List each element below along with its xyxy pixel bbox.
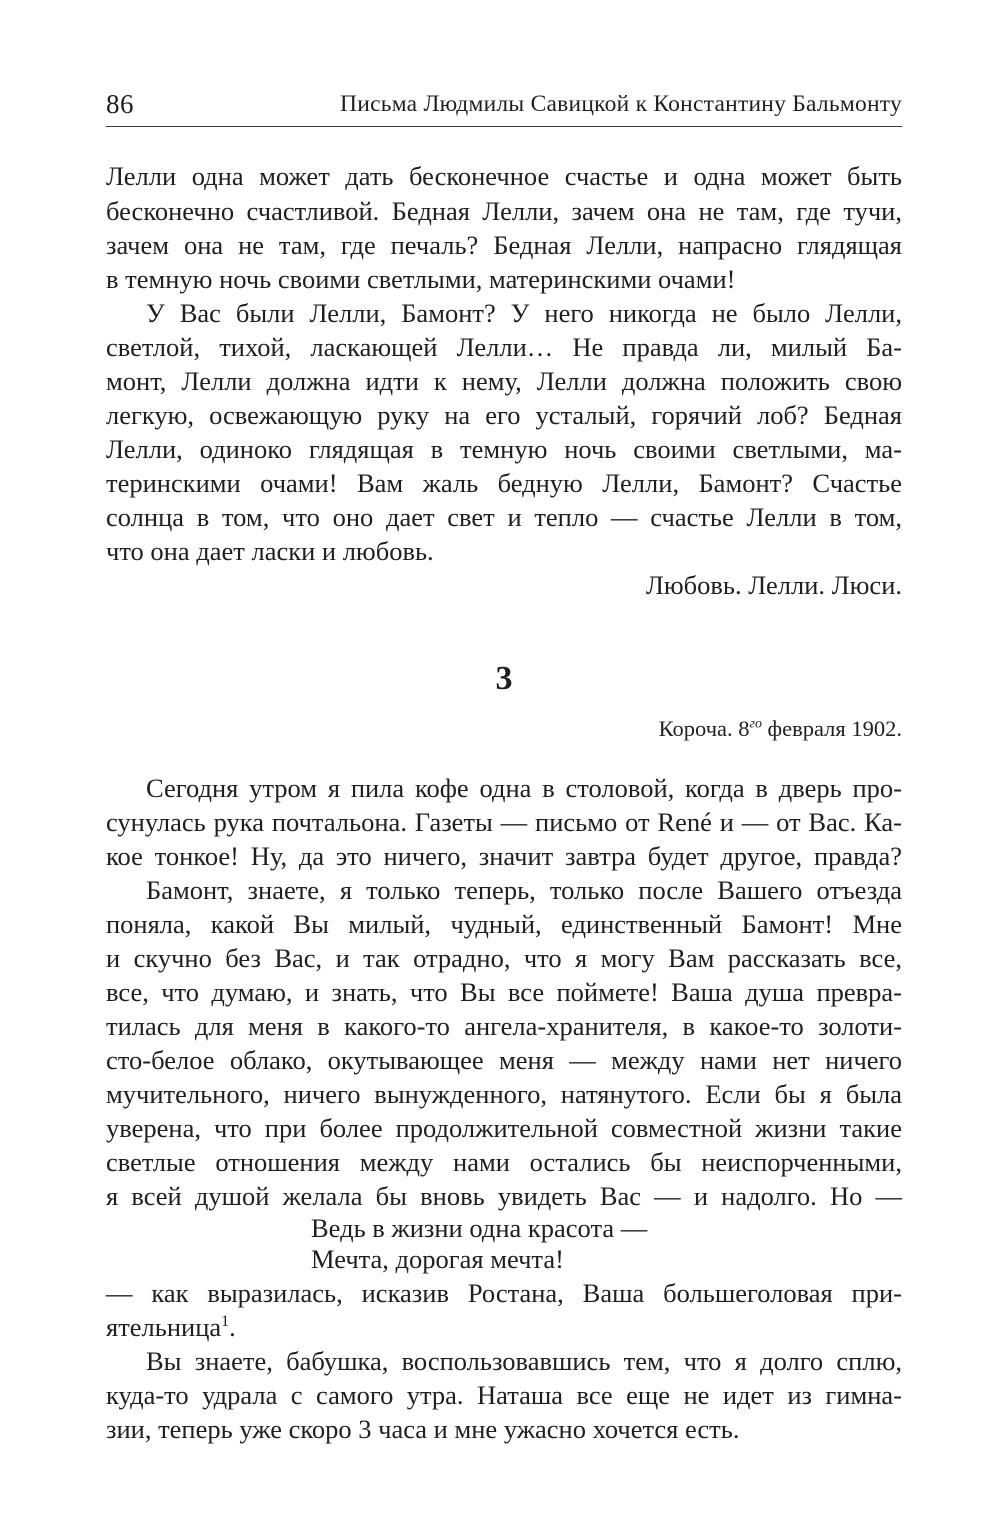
- page-header: [106, 84, 902, 127]
- text-line: солнца в том, что оно дает свет и тепло — счастье Лелли в том,: [106, 502, 902, 532]
- footnote-marker[interactable]: 1: [221, 1313, 230, 1331]
- text-line: все, что думаю, и знать, что Вы все поймете! Ваша душа превра-: [106, 977, 902, 1007]
- text-line: Бамонт, знаете, я только теперь, только после Вашего отъезда: [146, 875, 902, 905]
- text-line: зачем она не там, где печаль? Бедная Лелли, напрасно глядящая: [106, 230, 902, 260]
- text-line: сто-белое облако, окутывающее меня — между нами нет ничего: [106, 1045, 902, 1075]
- text-line: Сегодня утром я пила кофе одна в столовой, когда в дверь про-: [146, 773, 902, 803]
- text-fragment: ятельница: [106, 1312, 222, 1342]
- text-line: я всей душой желала бы вновь увидеть Вас — и надолго. Но —: [106, 1181, 902, 1211]
- text-line: поняла, какой Вы милый, чудный, единственный Бамонт! Мне: [106, 909, 902, 939]
- text-line: теринскими очами! Вам жаль бедную Лелли, Бамонт? Счастье: [106, 468, 902, 498]
- text-line: зии, теперь уже скоро 3 часа и мне ужасно хочется есть.: [106, 1414, 740, 1444]
- text-line: светлые отношения между нами остались бы неиспорченными,: [106, 1147, 902, 1177]
- running-head: Письма Людмилы Савицкой к Константину Бальмонту: [340, 91, 902, 117]
- letter-number: 3: [495, 660, 513, 697]
- text-line: куда-то удрала с самого утра. Наташа все еще не идет из гимна-: [106, 1380, 902, 1410]
- text-line: мучительного, ничего вынужденного, натянутого. Если бы я была: [106, 1079, 902, 1109]
- text-line: У Вас были Лелли, Бамонт? У него никогда не было Лелли,: [146, 298, 902, 328]
- text-line: легкую, освежающую руку на его усталый, горячий лоб? Бедная: [106, 400, 902, 430]
- text-line: в темную ночь своими светлыми, материнскими очами!: [106, 264, 736, 294]
- text-line: бесконечно счастливой. Бедная Лелли, зачем она не там, где тучи,: [106, 196, 902, 226]
- text-line: — как выразилась, исказив Ростана, Ваша большеголовая при-: [106, 1278, 902, 1308]
- verse-line: Мечта, дорогая мечта!: [311, 1244, 564, 1274]
- dateline-superscript: го: [749, 716, 762, 732]
- text-line: что она дает ласки и любовь.: [106, 536, 434, 566]
- text-line: Вы знаете, бабушка, воспользовавшись тем, что я долго сплю,: [146, 1346, 902, 1376]
- book-page: [106, 0, 902, 1527]
- letter-signature: Любовь. Лелли. Люси.: [645, 570, 902, 600]
- text-line: тилась для меня в какого-то ангела-хранителя, в какое-то золоти-: [106, 1011, 902, 1041]
- page-number: 86: [106, 89, 134, 119]
- text-line: уверена, что при более продолжительной совместной жизни такие: [106, 1113, 902, 1143]
- text-line: Лелли одна может дать бесконечное счастье и одна может быть: [106, 161, 902, 191]
- text-line: сунулась рука почтальона. Газеты — письмо от René и — от Вас. Ка-: [106, 807, 902, 837]
- text-line: светлой, тихой, ласкающей Лелли… Не правда ли, милый Ба-: [106, 332, 902, 362]
- verse-line: Ведь в жизни одна красота —: [311, 1213, 648, 1243]
- dateline-date: февраля 1902.: [761, 716, 902, 741]
- text-line: Лелли, одиноко глядящая в темную ночь своими светлыми, ма-: [106, 434, 902, 464]
- text-line: кое тонкое! Ну, да это ничего, значит завтра будет другое, правда?: [106, 841, 902, 871]
- letter-dateline: [659, 716, 902, 742]
- text-line: [106, 1310, 902, 1344]
- text-line: монт, Лелли должна идти к нему, Лелли должна положить свою: [106, 366, 902, 396]
- dateline-place: Короча. 8: [658, 716, 750, 741]
- text-line: и скучно без Вас, и так отрадно, что я могу Вам рассказать все,: [106, 943, 902, 973]
- text-fragment: .: [229, 1312, 236, 1342]
